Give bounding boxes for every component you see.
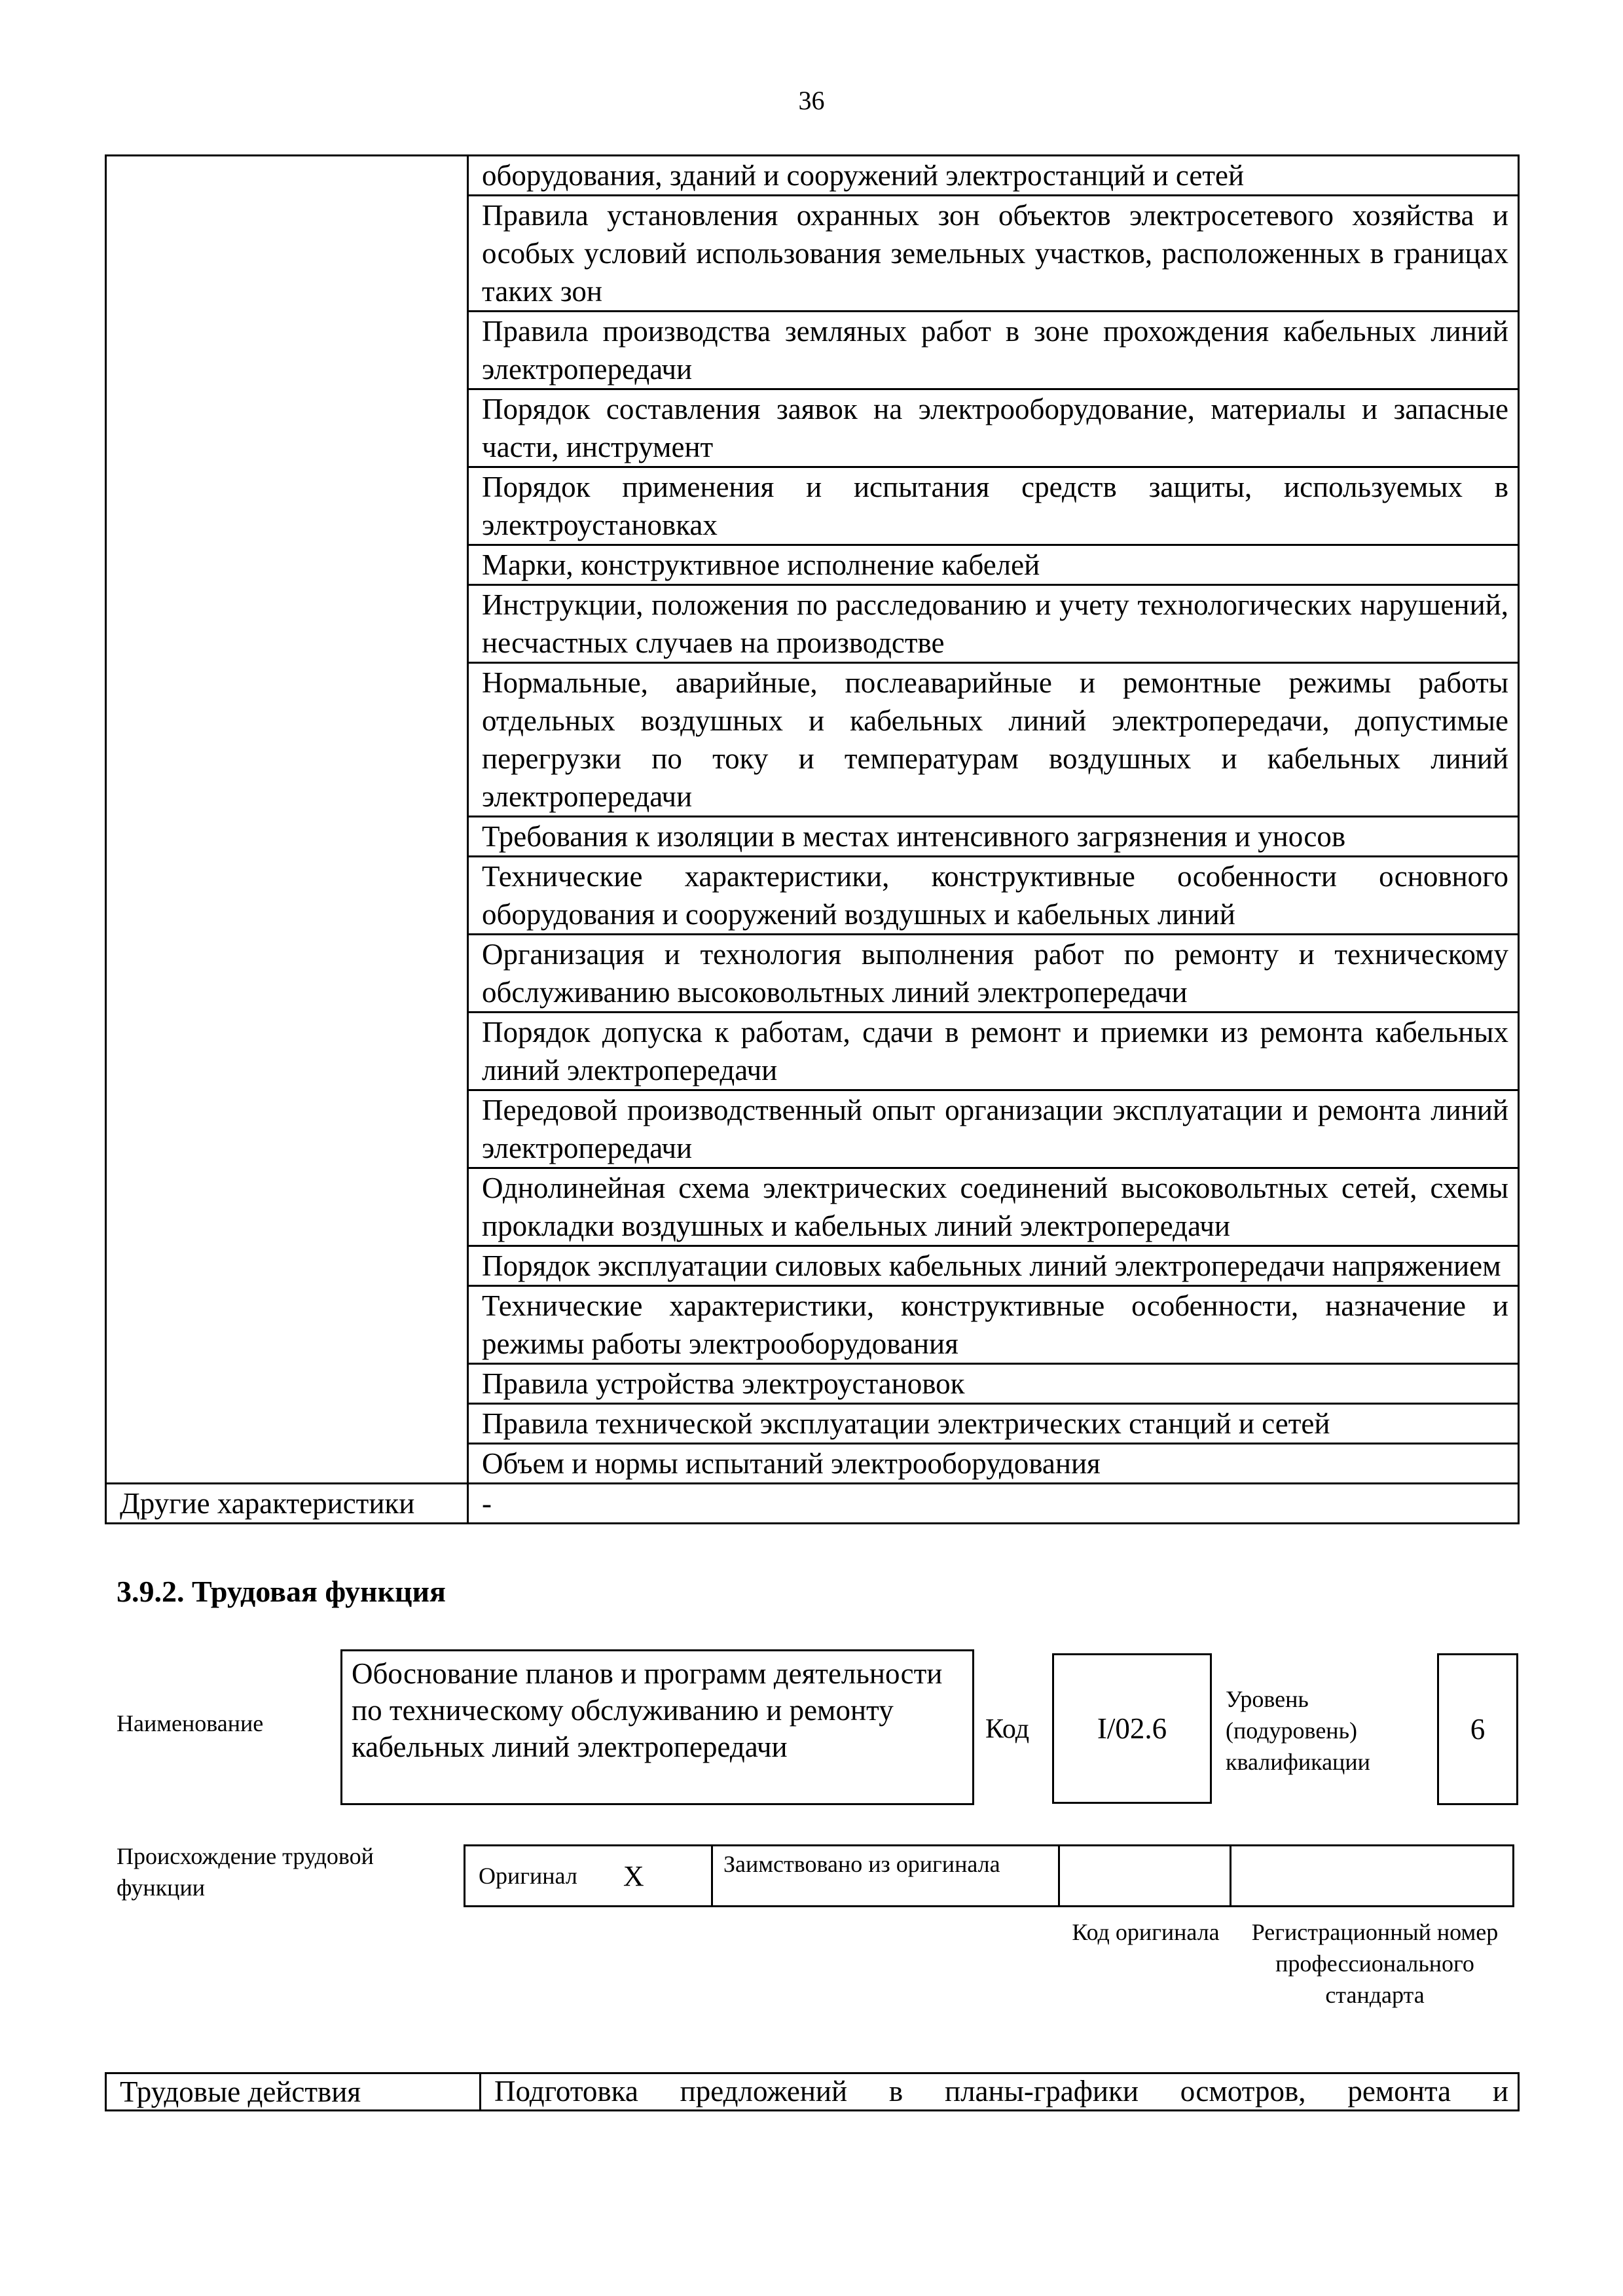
knowledge-item: Требования к изоляции в местах интенсивного загрязнения и уносов	[468, 817, 1519, 857]
function-code: I/02.6	[1097, 1712, 1167, 1745]
other-characteristics-label: Другие характеристики	[106, 1484, 468, 1524]
name-label: Наименование	[117, 1710, 264, 1736]
function-code-box	[1052, 1653, 1212, 1804]
knowledge-table	[105, 154, 1520, 1524]
page-number: 36	[798, 86, 825, 115]
function-name-box: Обоснование планов и программ деятельности по техническому обслуживанию и ремонту кабельных линий электропередачи	[340, 1649, 974, 1805]
knowledge-item: Инструкции, положения по расследованию и учету технологических нарушений, несчастных случаев на производстве	[468, 585, 1519, 663]
registration-number-caption: Регистрационный номер профессионального стандарта	[1251, 1919, 1499, 2008]
origin-row	[464, 1844, 1514, 1907]
labor-actions-table	[105, 2072, 1520, 2111]
knowledge-item: Технические характеристики, конструктивные особенности, назначение и режимы работы электрооборудования	[468, 1286, 1519, 1364]
knowledge-item: Правила производства земляных работ в зоне прохождения кабельных линий электропередачи	[468, 312, 1519, 389]
labor-actions-label: Трудовые действия	[106, 2073, 481, 2111]
borrowed-cell	[713, 1846, 1060, 1905]
section-title: 3.9.2. Трудовая функция	[117, 1575, 446, 1608]
origin-label: Происхождение трудовой функции	[117, 1843, 374, 1901]
original-code-caption: Код оригинала	[1072, 1919, 1220, 1945]
knowledge-item: Передовой производственный опыт организации эксплуатации и ремонта линий электропередачи	[468, 1090, 1519, 1168]
level-label: Уровень (подуровень) квалификации	[1226, 1686, 1370, 1775]
knowledge-item: Организация и технология выполнения работ по ремонту и техническому обслуживанию высоковольтных линий электропередачи	[468, 935, 1519, 1013]
knowledge-item: Марки, конструктивное исполнение кабелей	[468, 545, 1519, 585]
knowledge-item: оборудования, зданий и сооружений электростанций и сетей	[468, 156, 1519, 196]
knowledge-item: Порядок эксплуатации силовых кабельных линий электропередачи напряжением	[468, 1246, 1519, 1286]
registration-number-cell	[1231, 1846, 1512, 1905]
knowledge-item: Нормальные, аварийные, послеаварийные и ремонтные режимы работы отдельных воздушных и кабельных линий электропередачи, допустимые перегрузки по току и температурам воздушных и кабельных линий электропередачи	[468, 663, 1519, 817]
table-row	[106, 1484, 1519, 1524]
knowledge-item: Порядок составления заявок на электрооборудование, материалы и запасные части, инструмент	[468, 389, 1519, 467]
knowledge-item: Технические характеристики, конструктивные особенности основного оборудования и сооружений воздушных и кабельных линий	[468, 857, 1519, 935]
knowledge-label-cell	[106, 156, 468, 1484]
original-mark: X	[623, 1859, 644, 1892]
knowledge-item: Объем и нормы испытаний электрооборудования	[468, 1444, 1519, 1484]
original-label: Оригинал	[479, 1863, 577, 1889]
table-row	[106, 156, 1519, 196]
knowledge-item: Порядок применения и испытания средств защиты, используемых в электроустановках	[468, 467, 1519, 545]
labor-action-item: Подготовка предложений в планы-графики осмотров, ремонта и	[481, 2073, 1519, 2111]
qualification-level: 6	[1470, 1713, 1486, 1746]
qualification-level-box	[1437, 1653, 1518, 1805]
original-cell	[465, 1846, 713, 1905]
knowledge-item: Правила установления охранных зон объектов электросетевого хозяйства и особых условий использования земельных участков, расположенных в границах таких зон	[468, 196, 1519, 312]
knowledge-item: Порядок допуска к работам, сдачи в ремонт и приемки из ремонта кабельных линий электропередачи	[468, 1013, 1519, 1090]
knowledge-item: Правила технической эксплуатации электрических станций и сетей	[468, 1404, 1519, 1444]
knowledge-item: Однолинейная схема электрических соединений высоковольтных сетей, схемы прокладки воздушных и кабельных линий электропередачи	[468, 1168, 1519, 1246]
table-row	[106, 2073, 1519, 2111]
knowledge-item: Правила устройства электроустановок	[468, 1364, 1519, 1404]
borrowed-label: Заимствовано из оригинала	[723, 1851, 1000, 1877]
other-characteristics-value: -	[468, 1484, 1519, 1524]
original-code-cell	[1060, 1846, 1231, 1905]
code-label: Код	[985, 1714, 1030, 1744]
